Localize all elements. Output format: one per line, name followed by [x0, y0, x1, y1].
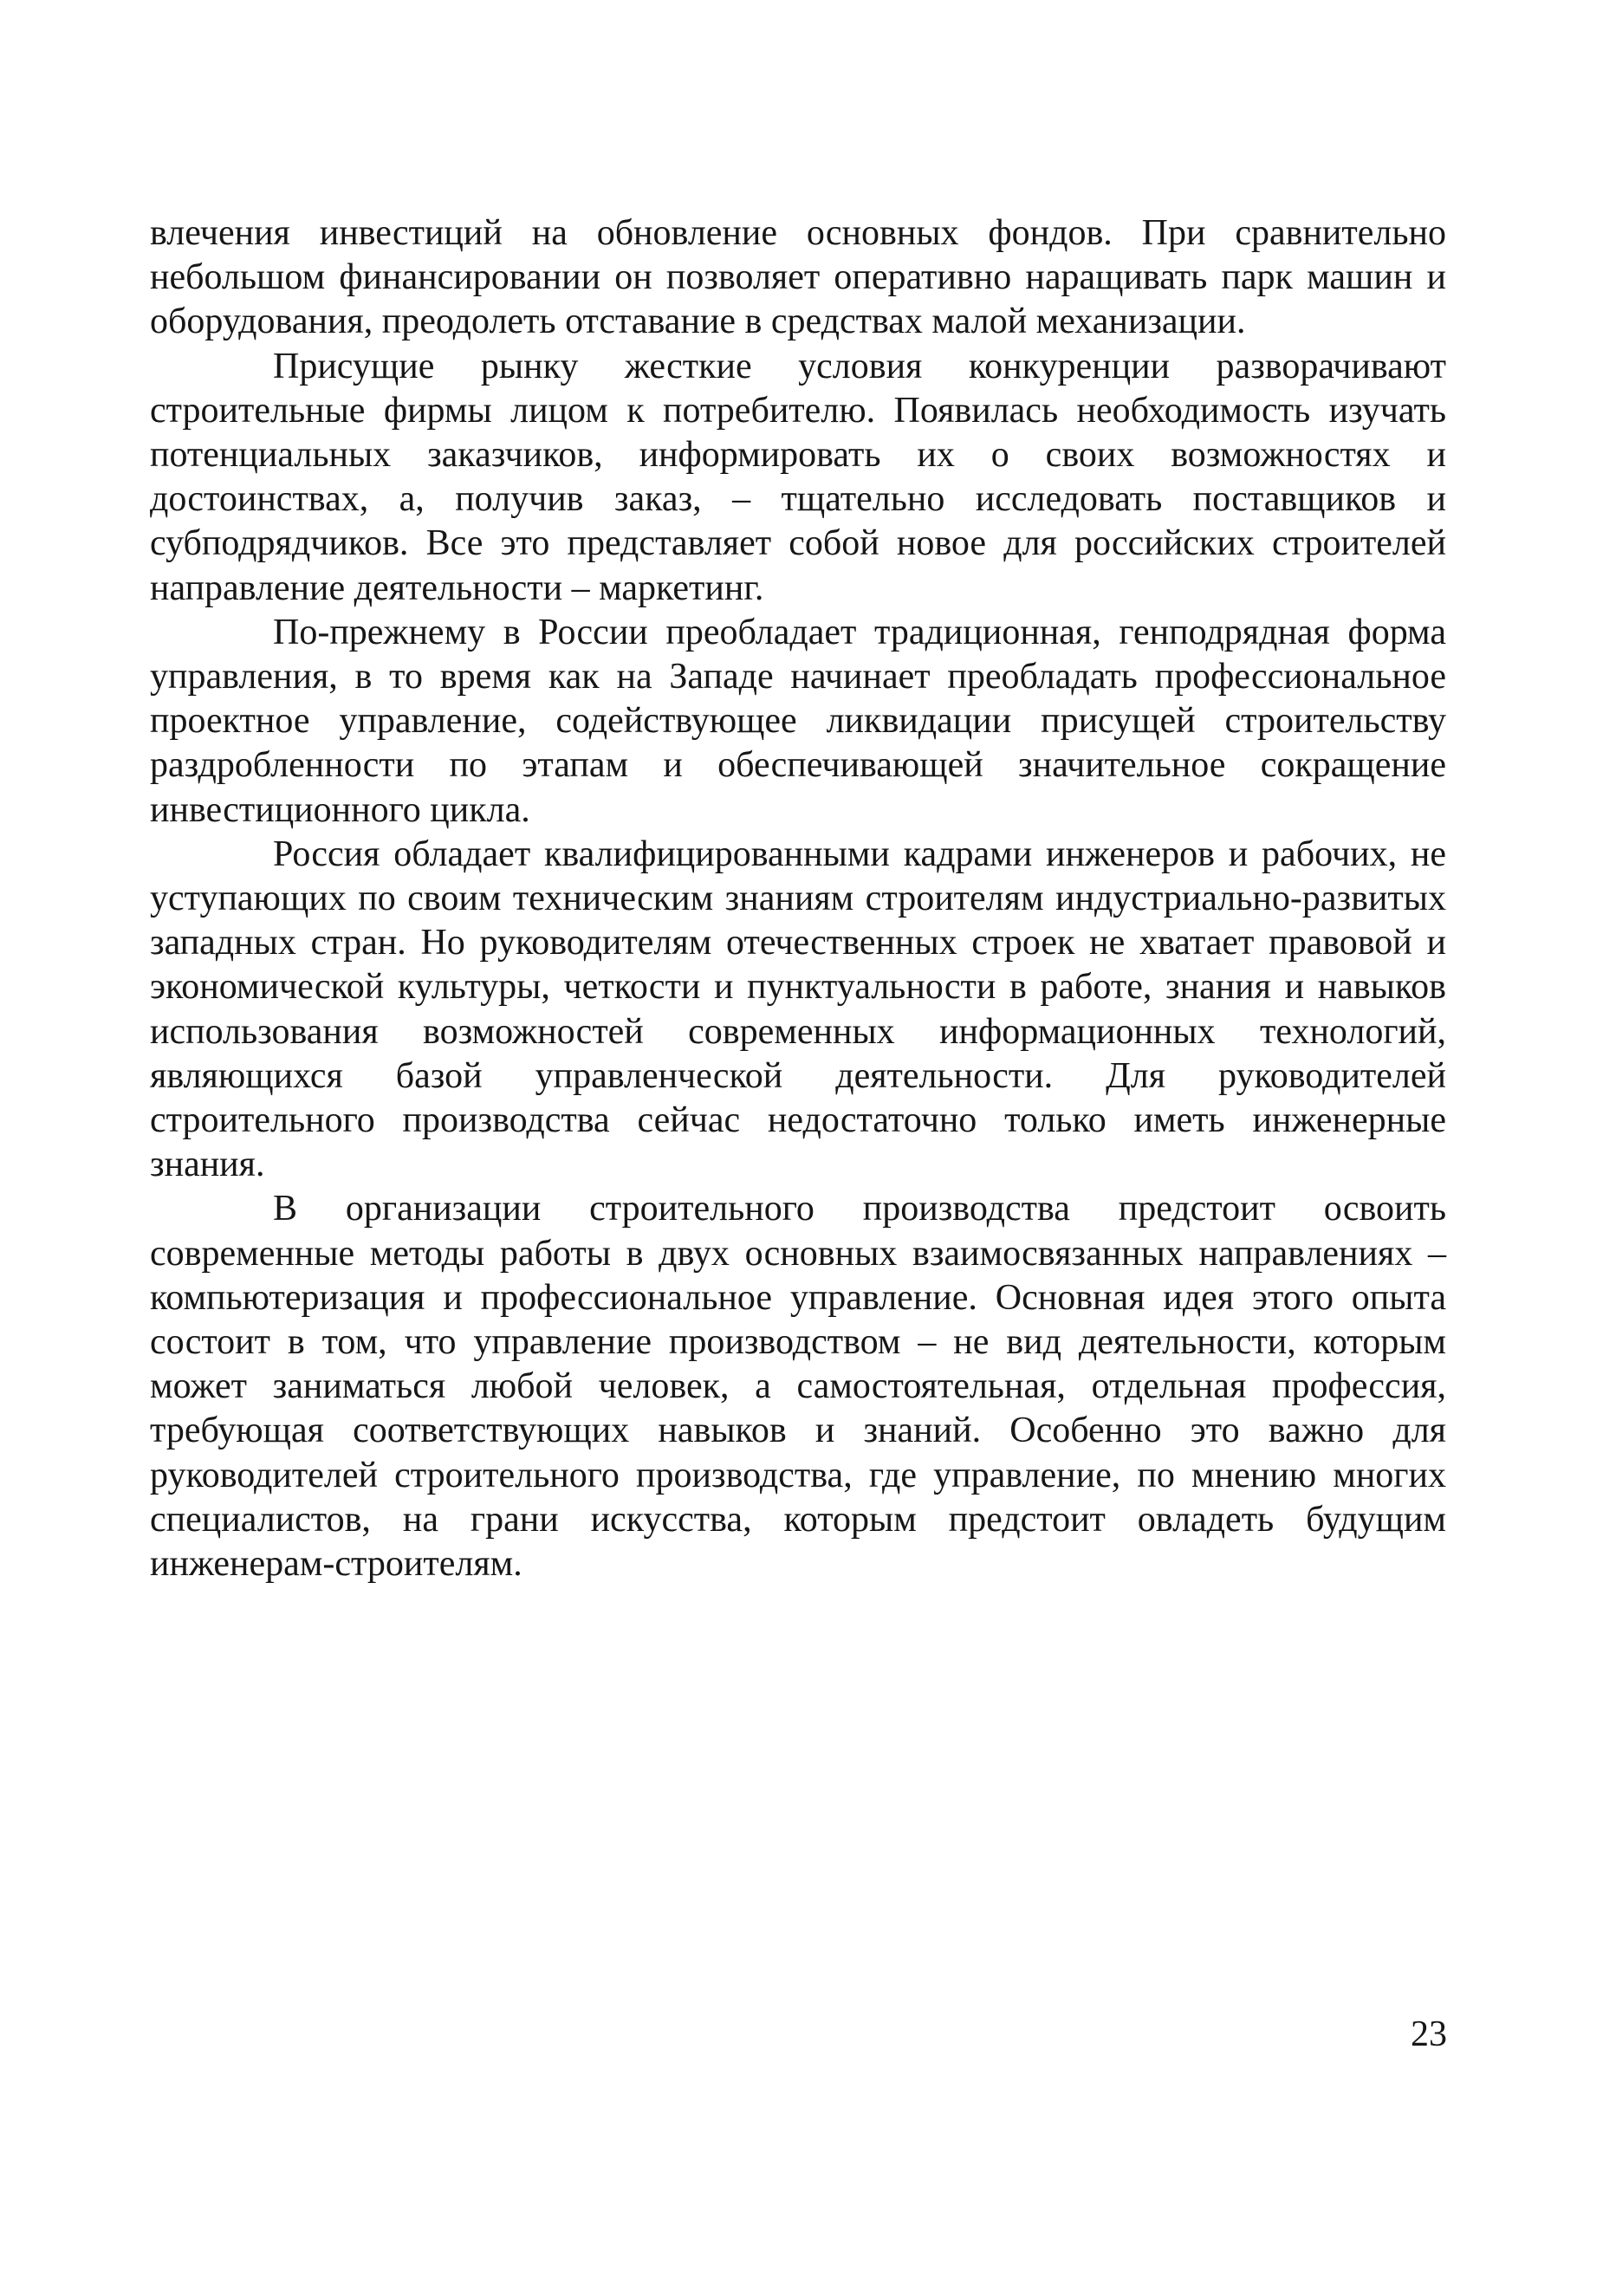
paragraph-personnel: Россия обладает квалифицированными кадрами инженеров и рабочих, не уступающих по своим техническим знаниям строителям индустриально-развитых западных стран. Но руководителям отечественных строек не хватает правовой и экономической культуры, четкости и пунктуальности в работе, знания и навыков использования возможностей современных информационных технологий, являющихся базой управленческой деятельности. Для руководителей строительного производства сейчас недостаточно только иметь инженерные знания.: [150, 833, 1446, 1185]
paragraph-competition: Присущие рынку жесткие условия конкуренции разворачивают строительные фирмы лицом к потребителю. Появилась необходимость изучать потенциальных заказчиков, информировать их о своих возможностях и достоинствах, а, получив заказ, – тщательно исследовать поставщиков и субподрядчиков. Все это представляет собой новое для российских строителей направление деятельности – маркетинг.: [150, 346, 1446, 608]
paragraph-continuation: влечения инвестиций на обновление основных фондов. При сравнительно небольшом финансировании он позволяет оперативно наращивать парк машин и оборудования, преодолеть отставание в средствах малой механизации.: [150, 213, 1446, 342]
paragraph-management-form: По-прежнему в России преобладает традиционная, генподрядная форма управления, в то время как на Западе начинает преобладать профессиональное проектное управление, содействующее ликвидации присущей строительству раздробленности по этапам и обеспечивающей значительное сокращение инвестиционного цикла.: [150, 612, 1446, 830]
page-number: 23: [1411, 2014, 1447, 2054]
paragraph-organization: В организации строительного производства предстоит освоить современные методы работы в двух основных взаимосвязанных направлениях – компьютеризация и профессиональное управление. Основная идея этого опыта состоит в том, что управление производством – не вид деятельности, которым может заниматься любой человек, а самостоятельная, отдельная профессия, требующая соответствующих навыков и знаний. Особенно это важно для руководителей строительного производства, где управление, по мнению многих специалистов, на грани искусства, которым предстоит овладеть будущим инженерам-строителям.: [150, 1189, 1446, 1585]
body-text: [150, 211, 1446, 1586]
